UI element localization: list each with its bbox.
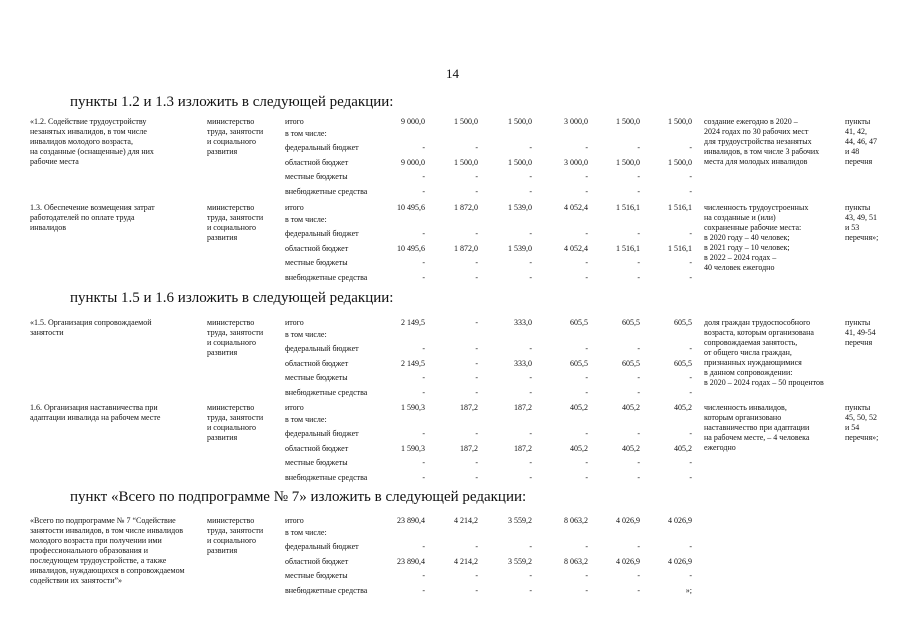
amount-cell: 23 890,4 xyxy=(397,516,425,525)
amount-cell: - xyxy=(475,458,478,467)
row-points xyxy=(845,403,897,443)
amount-cell: - xyxy=(422,186,425,196)
row-indicator-line: доля граждан трудоспособного xyxy=(704,318,811,327)
budget-line-label: итого xyxy=(285,318,304,327)
amount-cell: 1 590,3 xyxy=(401,403,425,412)
row-executor xyxy=(207,318,283,358)
row-points-line: перечня xyxy=(845,157,873,166)
row-points-line: пункты xyxy=(845,318,871,327)
amount-cell: - xyxy=(475,258,478,267)
row-indicator xyxy=(704,403,840,453)
row-executor-line: развития xyxy=(207,546,238,555)
amount-cell: 4 026,9 xyxy=(616,556,640,566)
row-indicator-line: которым организовано xyxy=(704,413,782,422)
amount-cell: 4 026,9 xyxy=(616,516,640,525)
amount-cell: - xyxy=(529,344,532,353)
row-executor-line: и социального xyxy=(207,137,257,146)
budget-line-label: местные бюджеты xyxy=(285,172,348,181)
amount-cell: - xyxy=(585,387,588,397)
amount-cell: 1 500,0 xyxy=(616,157,640,167)
amount-cell: 23 890,4 xyxy=(397,556,425,566)
row-name-line: на созданные (оснащенные) для них xyxy=(30,147,154,156)
section-heading-3: пункт «Всего по подпрограмме № 7» изложить в следующей редакции: xyxy=(70,489,527,505)
amount-cell: 2 149,5 xyxy=(401,358,425,368)
amount-cell: - xyxy=(689,472,692,482)
row-executor-line: министерство xyxy=(207,117,255,126)
amount-cell: 8 063,2 xyxy=(564,556,588,566)
amount-cell: - xyxy=(529,373,532,382)
amount-cell: - xyxy=(529,571,532,580)
budget-line-label: федеральный бюджет xyxy=(285,542,359,551)
amount-cell: - xyxy=(475,318,478,327)
row-indicator xyxy=(704,203,840,273)
amount-cell: - xyxy=(529,272,532,282)
row-indicator xyxy=(704,117,840,167)
row-indicator-line: в 2020 году – 40 человек; xyxy=(704,233,790,242)
amount-cell: - xyxy=(529,429,532,438)
amount-cell: - xyxy=(529,186,532,196)
amount-cell: - xyxy=(585,143,588,152)
budget-line-label: областной бюджет xyxy=(285,243,349,253)
budget-line-label: местные бюджеты xyxy=(285,571,348,580)
amount-cell: 1 500,0 xyxy=(508,157,532,167)
row-executor-line: труда, занятости xyxy=(207,127,264,136)
row-name-line: инвалидов xyxy=(30,223,66,232)
row-indicator-line: признанных нуждающимися xyxy=(704,358,802,367)
amount-cell: - xyxy=(529,472,532,482)
row-name-line: занятости xyxy=(30,328,64,337)
row-executor-line: развития xyxy=(207,348,238,357)
row-indicator-line: численность инвалидов, xyxy=(704,403,787,412)
amount-cell: - xyxy=(475,585,478,595)
amount-cell: - xyxy=(529,143,532,152)
amount-cell: - xyxy=(585,472,588,482)
amount-cell: 605,5 xyxy=(570,358,588,368)
amount-cell: - xyxy=(475,358,478,368)
amount-cell: 4 052,4 xyxy=(564,203,588,212)
row-executor-line: и социального xyxy=(207,536,257,545)
amount-cell: - xyxy=(585,542,588,551)
row-points-line: пункты xyxy=(845,203,871,212)
row-executor-line: развития xyxy=(207,147,238,156)
amount-cell: - xyxy=(422,585,425,595)
amount-cell: - xyxy=(585,272,588,282)
amount-cell: 1 500,0 xyxy=(454,117,478,126)
amount-cell: 3 559,2 xyxy=(508,556,532,566)
amount-cell: - xyxy=(585,344,588,353)
amount-cell: 1 500,0 xyxy=(508,117,532,126)
amount-cell: 187,2 xyxy=(460,403,478,412)
amount-cell: - xyxy=(422,429,425,438)
amount-cell: - xyxy=(689,186,692,196)
budget-line-label: областной бюджет xyxy=(285,358,349,368)
row-points-line: 45, 50, 52 xyxy=(845,413,877,422)
amount-cell: - xyxy=(529,542,532,551)
amount-cell: - xyxy=(475,272,478,282)
row-name-line: 1.6. Организация наставничества при xyxy=(30,403,158,412)
budget-line-label: внебюджетные средства xyxy=(285,186,368,196)
row-executor xyxy=(207,203,283,243)
row-name xyxy=(30,516,202,586)
amount-cell: 1 516,1 xyxy=(668,243,692,253)
amount-cell: - xyxy=(475,186,478,196)
amount-cell: - xyxy=(585,571,588,580)
amount-cell: - xyxy=(529,258,532,267)
budget-line-label: областной бюджет xyxy=(285,157,349,167)
budget-line-label: внебюджетные средства xyxy=(285,387,368,397)
amount-cell: 3 000,0 xyxy=(564,117,588,126)
row-indicator-line: от общего числа граждан, xyxy=(704,348,792,357)
amount-cell: 605,5 xyxy=(674,358,692,368)
row-name-line: «1.2. Содействие трудоустройству xyxy=(30,117,147,126)
amount-cell: 333,0 xyxy=(514,318,532,327)
amount-cell: - xyxy=(585,186,588,196)
row-name xyxy=(30,203,202,233)
amount-cell: - xyxy=(637,344,640,353)
amount-cell: 187,2 xyxy=(514,403,532,412)
row-points xyxy=(845,203,897,243)
amount-cell: - xyxy=(585,585,588,595)
amount-cell: - xyxy=(637,373,640,382)
amount-cell: - xyxy=(689,373,692,382)
row-indicator-line: сохраненные рабочие места: xyxy=(704,223,802,232)
row-executor-line: труда, занятости xyxy=(207,413,264,422)
amount-cell: - xyxy=(637,143,640,152)
budget-line-label: в том числе: xyxy=(285,214,327,224)
row-indicator-line: инвалидов, в том числе 3 рабочих xyxy=(704,147,820,156)
row-indicator-line: в данном сопровождении: xyxy=(704,368,793,377)
row-name-line: незанятых инвалидов, в том числе xyxy=(30,127,147,136)
amount-cell: - xyxy=(689,258,692,267)
amount-cell: 10 495,6 xyxy=(397,243,425,253)
amount-cell: - xyxy=(637,258,640,267)
amount-cell: 405,2 xyxy=(622,403,640,412)
row-name-line: молодого возраста при получении ими xyxy=(30,536,162,545)
row-name-line: профессионального образования и xyxy=(30,546,148,555)
section-heading-2: пункты 1.5 и 1.6 изложить в следующей редакции: xyxy=(70,290,394,306)
budget-line-label: областной бюджет xyxy=(285,556,349,566)
amount-cell: 4 026,9 xyxy=(668,556,692,566)
amount-cell: 3 000,0 xyxy=(564,157,588,167)
amount-cell: - xyxy=(529,387,532,397)
row-indicator-line: места для молодых инвалидов xyxy=(704,157,808,166)
amount-cell: - xyxy=(637,172,640,181)
amount-cell: 405,2 xyxy=(622,443,640,453)
row-indicator-line: в 2020 – 2024 годах – 50 процентов xyxy=(704,378,824,387)
amount-cell: 2 149,5 xyxy=(401,318,425,327)
row-name-line: инвалидов молодого возраста, xyxy=(30,137,133,146)
amount-cell: 9 000,0 xyxy=(401,117,425,126)
amount-cell: - xyxy=(475,344,478,353)
row-points-line: перечня»; xyxy=(845,433,879,442)
row-indicator-line: возраста, которым организована xyxy=(704,328,814,337)
amount-cell: 4 052,4 xyxy=(564,243,588,253)
amount-cell: - xyxy=(585,458,588,467)
amount-cell: - xyxy=(422,143,425,152)
row-indicator-line: в 2021 году – 10 человек; xyxy=(704,243,790,252)
row-points-line: и 48 xyxy=(845,147,860,156)
amount-cell: - xyxy=(475,373,478,382)
row-executor-line: труда, занятости xyxy=(207,213,264,222)
amount-cell: 605,5 xyxy=(570,318,588,327)
budget-line-label: федеральный бюджет xyxy=(285,429,359,438)
budget-line-label: итого xyxy=(285,117,304,126)
budget-line-label: местные бюджеты xyxy=(285,373,348,382)
amount-cell: 1 516,1 xyxy=(616,243,640,253)
amount-cell: - xyxy=(422,258,425,267)
amount-cell: 4 214,2 xyxy=(454,556,478,566)
page-number: 14 xyxy=(446,66,459,81)
row-name-line: инвалидов, нуждающихся в сопровождаемом xyxy=(30,566,185,575)
row-points-line: перечня xyxy=(845,338,873,347)
budget-line-label: в том числе: xyxy=(285,527,327,537)
amount-cell: 1 872,0 xyxy=(454,203,478,212)
row-indicator-line: создание ежегодно в 2020 – xyxy=(704,117,798,126)
amount-cell: - xyxy=(637,472,640,482)
amount-cell: - xyxy=(585,172,588,181)
row-indicator-line: 40 человек ежегодно xyxy=(704,263,775,272)
amount-cell: 405,2 xyxy=(674,403,692,412)
row-indicator-line: на рабочем месте, – 4 человека xyxy=(704,433,810,442)
amount-cell: - xyxy=(637,585,640,595)
amount-cell: - xyxy=(475,387,478,397)
amount-cell: 187,2 xyxy=(460,443,478,453)
budget-line-label: в том числе: xyxy=(285,128,327,138)
amount-cell: 3 559,2 xyxy=(508,516,532,525)
budget-line-label: федеральный бюджет xyxy=(285,143,359,152)
amount-cell: 1 539,0 xyxy=(508,243,532,253)
amount-cell: - xyxy=(689,387,692,397)
budget-line-label: итого xyxy=(285,516,304,525)
amount-cell: 605,5 xyxy=(622,318,640,327)
row-indicator-line: для трудоустройства незанятых xyxy=(704,137,812,146)
amount-cell: - xyxy=(585,258,588,267)
budget-line-label: в том числе: xyxy=(285,414,327,424)
amount-cell: - xyxy=(637,229,640,238)
amount-cell: - xyxy=(689,542,692,551)
row-name-line: рабочие места xyxy=(30,157,79,166)
row-indicator-line: сопровождаемая занятость, xyxy=(704,338,798,347)
amount-cell: - xyxy=(475,571,478,580)
row-executor-line: развития xyxy=(207,433,238,442)
row-executor xyxy=(207,403,283,443)
amount-cell: - xyxy=(529,458,532,467)
amount-cell: 405,2 xyxy=(570,443,588,453)
amount-cell: - xyxy=(637,542,640,551)
row-executor-line: министерство xyxy=(207,516,255,525)
row-name-line: «1.5. Организация сопровождаемой xyxy=(30,318,152,327)
amount-cell: 405,2 xyxy=(570,403,588,412)
amount-cell: - xyxy=(422,229,425,238)
row-name-line: 1.3. Обеспечение возмещения затрат xyxy=(30,203,155,212)
amount-cell: - xyxy=(637,387,640,397)
amount-cell: - xyxy=(585,229,588,238)
budget-line-label: внебюджетные средства xyxy=(285,472,368,482)
amount-cell: - xyxy=(689,229,692,238)
amount-cell: 187,2 xyxy=(514,443,532,453)
budget-line-label: внебюджетные средства xyxy=(285,585,368,595)
row-indicator xyxy=(704,318,840,388)
amount-cell: - xyxy=(689,458,692,467)
amount-cell: 1 872,0 xyxy=(454,243,478,253)
budget-line-label: местные бюджеты xyxy=(285,258,348,267)
row-points-line: 43, 49, 51 xyxy=(845,213,877,222)
row-points xyxy=(845,318,897,348)
row-points-line: и 54 xyxy=(845,423,860,432)
amount-cell: - xyxy=(475,429,478,438)
amount-cell: - xyxy=(585,429,588,438)
amount-cell: - xyxy=(585,373,588,382)
row-points-line: пункты xyxy=(845,117,871,126)
amount-cell: - xyxy=(422,458,425,467)
row-points-line: и 53 xyxy=(845,223,860,232)
row-executor xyxy=(207,117,283,157)
section-heading-1: пункты 1.2 и 1.3 изложить в следующей редакции: xyxy=(70,94,394,110)
row-points-line: 41, 49-54 xyxy=(845,328,876,337)
amount-cell: - xyxy=(422,172,425,181)
row-name xyxy=(30,318,202,338)
budget-line-label: местные бюджеты xyxy=(285,458,348,467)
amount-cell: - xyxy=(529,229,532,238)
row-indicator-line: в 2022 – 2024 годах – xyxy=(704,253,777,262)
amount-cell: 605,5 xyxy=(622,358,640,368)
amount-cell: - xyxy=(689,571,692,580)
amount-cell: - xyxy=(475,229,478,238)
amount-cell: - xyxy=(529,172,532,181)
row-executor-line: труда, занятости xyxy=(207,328,264,337)
amount-cell: - xyxy=(422,272,425,282)
amount-cell: - xyxy=(422,387,425,397)
amount-cell: - xyxy=(689,429,692,438)
amount-cell: 1 500,0 xyxy=(454,157,478,167)
row-name xyxy=(30,117,202,167)
amount-cell: - xyxy=(475,472,478,482)
row-executor-line: и социального xyxy=(207,223,257,232)
amount-cell: - xyxy=(637,458,640,467)
amount-cell: - xyxy=(689,143,692,152)
amount-cell: - xyxy=(422,542,425,551)
row-executor-line: и социального xyxy=(207,423,257,432)
row-indicator-line: численность трудоустроенных xyxy=(704,203,809,212)
row-executor-line: развития xyxy=(207,233,238,242)
amount-cell: »; xyxy=(685,585,692,595)
row-name-line: последующем трудоустройстве, а также xyxy=(30,556,167,565)
amount-cell: - xyxy=(689,172,692,181)
budget-line-label: в том числе: xyxy=(285,329,327,339)
amount-cell: - xyxy=(475,143,478,152)
row-points-line: перечня»; xyxy=(845,233,879,242)
amount-cell: - xyxy=(689,344,692,353)
amount-cell: - xyxy=(637,571,640,580)
row-indicator-line: ежегодно xyxy=(704,443,736,452)
amount-cell: - xyxy=(475,542,478,551)
row-name-line: занятости инвалидов, в том числе инвалидов xyxy=(30,526,184,535)
amount-cell: - xyxy=(422,472,425,482)
amount-cell: - xyxy=(422,344,425,353)
row-points xyxy=(845,117,897,167)
row-points-line: 44, 46, 47 xyxy=(845,137,877,146)
row-name-line: адаптации инвалида на рабочем месте xyxy=(30,413,161,422)
row-name xyxy=(30,403,202,423)
amount-cell: - xyxy=(637,272,640,282)
amount-cell: 4 026,9 xyxy=(668,516,692,525)
amount-cell: - xyxy=(422,571,425,580)
amount-cell: 1 500,0 xyxy=(668,157,692,167)
row-executor-line: министерство xyxy=(207,403,255,412)
amount-cell: - xyxy=(637,429,640,438)
row-indicator-line: наставничество при адаптации xyxy=(704,423,810,432)
row-indicator-line: 2024 годах по 30 рабочих мест xyxy=(704,127,809,136)
row-executor-line: министерство xyxy=(207,318,255,327)
row-indicator-line: на созданные и (или) xyxy=(704,213,776,222)
row-executor xyxy=(207,516,283,556)
amount-cell: 1 539,0 xyxy=(508,203,532,212)
amount-cell: 1 516,1 xyxy=(616,203,640,212)
row-name-line: работодателей по оплате труда xyxy=(30,213,135,222)
amount-cell: 405,2 xyxy=(674,443,692,453)
amount-cell: 1 516,1 xyxy=(668,203,692,212)
budget-line-label: внебюджетные средства xyxy=(285,272,368,282)
row-points-line: пункты xyxy=(845,403,871,412)
amount-cell: - xyxy=(529,585,532,595)
budget-line-label: итого xyxy=(285,403,304,412)
budget-line-label: федеральный бюджет xyxy=(285,229,359,238)
row-name-line: «Всего по подпрограмме № 7 “Содействие xyxy=(30,516,176,525)
amount-cell: 1 500,0 xyxy=(668,117,692,126)
amount-cell: 9 000,0 xyxy=(401,157,425,167)
budget-line-label: федеральный бюджет xyxy=(285,344,359,353)
amount-cell: 4 214,2 xyxy=(454,516,478,525)
amount-cell: 8 063,2 xyxy=(564,516,588,525)
row-points-line: 41, 42, xyxy=(845,127,867,136)
amount-cell: 10 495,6 xyxy=(397,203,425,212)
budget-line-label: областной бюджет xyxy=(285,443,349,453)
row-name-line: содействии их занятости”» xyxy=(30,576,123,585)
amount-cell: 1 590,3 xyxy=(401,443,425,453)
amount-cell: 1 500,0 xyxy=(616,117,640,126)
budget-line-label: итого xyxy=(285,203,304,212)
amount-cell: - xyxy=(475,172,478,181)
row-executor-line: министерство xyxy=(207,203,255,212)
row-executor-line: и социального xyxy=(207,338,257,347)
amount-cell: - xyxy=(689,272,692,282)
amount-cell: 605,5 xyxy=(674,318,692,327)
amount-cell: - xyxy=(422,373,425,382)
amount-cell: - xyxy=(637,186,640,196)
row-executor-line: труда, занятости xyxy=(207,526,264,535)
amount-cell: 333,0 xyxy=(514,358,532,368)
